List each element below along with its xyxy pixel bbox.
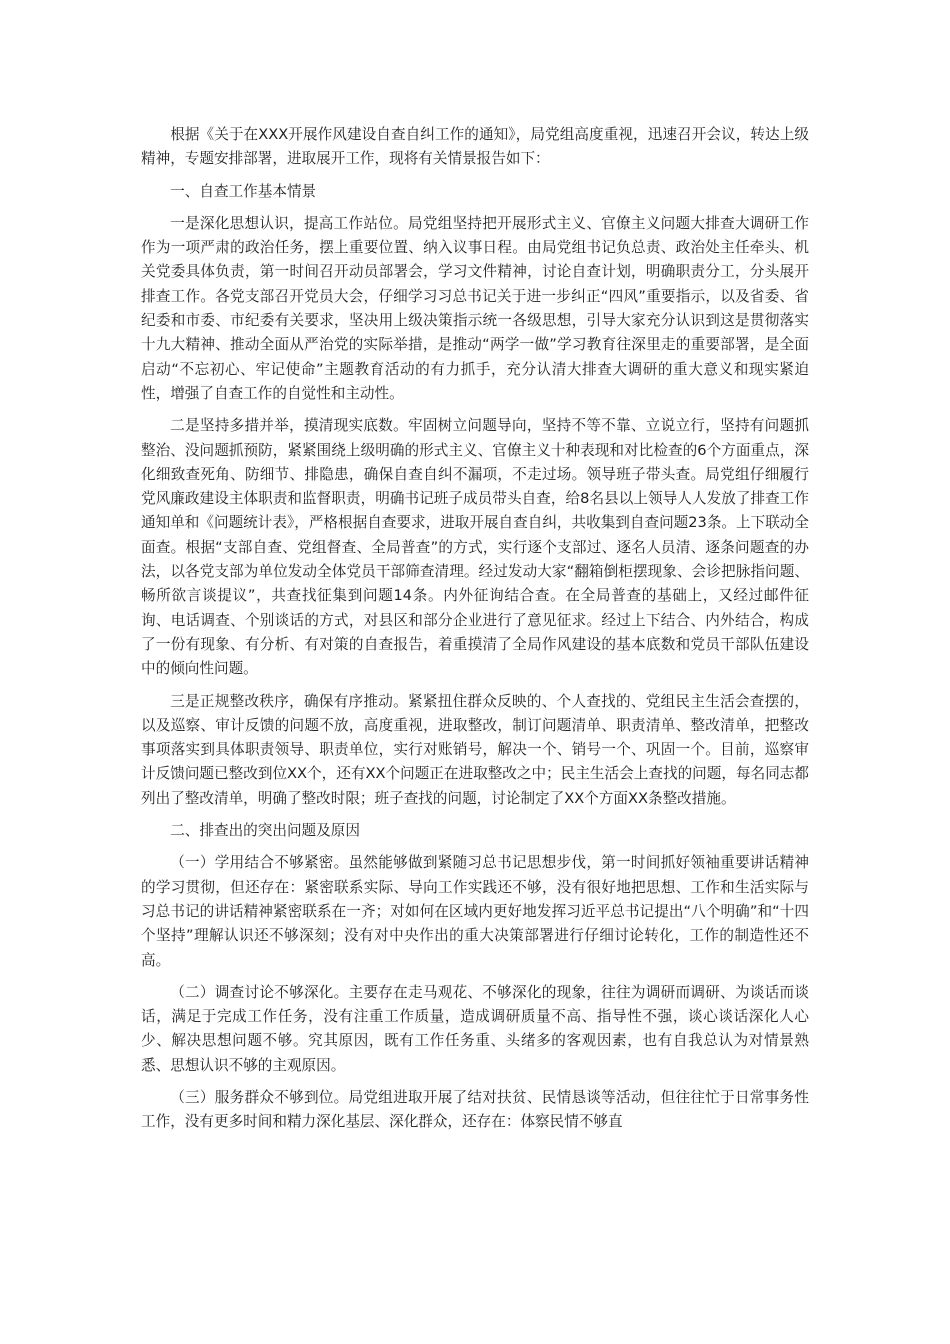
body-paragraph: 三是正规整改秩序，确保有序推动。紧紧扭住群众反映的、个人查找的、党组民主生活会查摆的，以及巡察、审计反馈的问题不放，高度重视，进取整改，制订问题清单、职责清单、整改清单，把整改事项落实到具体职责领导、职责单位，实行对账销号，解决一个、销号一个、巩固一个。目前，巡察审计反馈问题已整改到位XX个，还有XX个问题正在进取整改之中；民主生活会上查找的问题，每名同志都列出了整改清单，明确了整改时限；班子查找的问题，讨论制定了XX个方面XX条整改措施。 bbox=[141, 692, 809, 807]
body-paragraph: （三）服务群众不够到位。局党组进取开展了结对扶贫、民情恳谈等活动，但往往忙于日常事务性工作，没有更多时间和精力深化基层、深化群众，还存在：体察民情不够直 bbox=[141, 1088, 809, 1131]
intro-paragraph: 根据《关于在XXX开展作风建设自查自纠工作的通知》，局党组高度重视，迅速召开会议，转达上级精神，专题安排部署，进取展开工作，现将有关情景报告如下： bbox=[141, 126, 809, 168]
section-heading-2: 二、排查出的突出问题及原因 bbox=[170, 822, 360, 840]
section-heading-1: 一、自查工作基本情景 bbox=[170, 182, 317, 200]
body-paragraph: 二是坚持多措并举，摸清现实底数。牢固树立问题导向，坚持不等不靠、立说立行，坚持有问题抓整治、没问题抓预防，紧紧围绕上级明确的形式主义、官僚主义十种表现和对比检查的6个方面重点，深化细致查死角、防细节、排隐患，确保自查自纠不漏项，不走过场。领导班子带头查。局党组仔细履行党风廉政建设主体职责和监督职责，明确书记班子成员带头自查，给8名县以上领导人人发放了排查工作通知单和《问题统计表》，严格根据自查要求，进取开展自查自纠，共收集到自查问题23条。上下联动全面查。根据“支部自查、党组督查、全局普查”的方式，实行逐个支部过、逐名人员清、逐条问题查的办法，以各党支部为单位发动全体党员干部筛查清理。经过发动大家“翻箱倒柜摆现象、会诊把脉指问题、畅所欲言谈提议”，共查找征集到问题14条。内外征询结合查。在全局普查的基础上，又经过邮件征询、电话调查、个别谈话的方式，对县区和部分企业进行了意见征求。经过上下结合、内外结合，构成了一份有现象、有分析、有对策的自查报告，着重摸清了全局作风建设的基本底数和党员干部队伍建设中的倾向性问题。 bbox=[141, 417, 809, 678]
document-body bbox=[141, 123, 809, 1143]
body-paragraph: （一）学用结合不够紧密。虽然能够做到紧随习总书记思想步伐，第一时间抓好领袖重要讲话精神的学习贯彻，但还存在：紧密联系实际、导向工作实践还不够，没有很好地把思想、工作和生活实际与习总书记的讲话精神紧密联系在一齐；对如何在区域内更好地发挥习近平总书记提出“八个明确”和“十四个坚持”理解认识还不够深刻；没有对中央作出的重大决策部署进行仔细讨论转化，工作的制造性还不高。 bbox=[141, 854, 809, 969]
body-paragraph: 一是深化思想认识，提高工作站位。局党组坚持把开展形式主义、官僚主义问题大排查大调研工作作为一项严肃的政治任务，摆上重要位置、纳入议事日程。由局党组书记负总责、政治处主任牵头、机关党委具体负责，第一时间召开动员部署会，学习文件精神，讨论自查计划，明确职责分工，分头展开排查工作。各党支部召开党员大会，仔细学习习总书记关于进一步纠正“四风”重要指示，以及省委、省纪委和市委、市纪委有关要求，坚决用上级决策指示统一各级思想，引导大家充分认识到这是贯彻落实十九大精神、推动全面从严治党的实际举措，是推动“两学一做”学习教育往深里走的重要部署，是全面启动“不忘初心、牢记使命”主题教育活动的有力抓手，充分认清大排查大调研的重大意义和现实紧迫性，增强了自查工作的自觉性和主动性。 bbox=[141, 214, 809, 402]
body-paragraph: （二）调查讨论不够深化。主要存在走马观花、不够深化的现象，往往为调研而调研、为谈话而谈话，满足于完成工作任务，没有注重工作质量，造成调研质量不高、指导性不强，谈心谈话深化人心少、解决思想问题不够。究其原因，既有工作任务重、头绪多的客观因素，也有自我总认为对情景熟悉、思想认识不够的主观原因。 bbox=[141, 983, 809, 1074]
